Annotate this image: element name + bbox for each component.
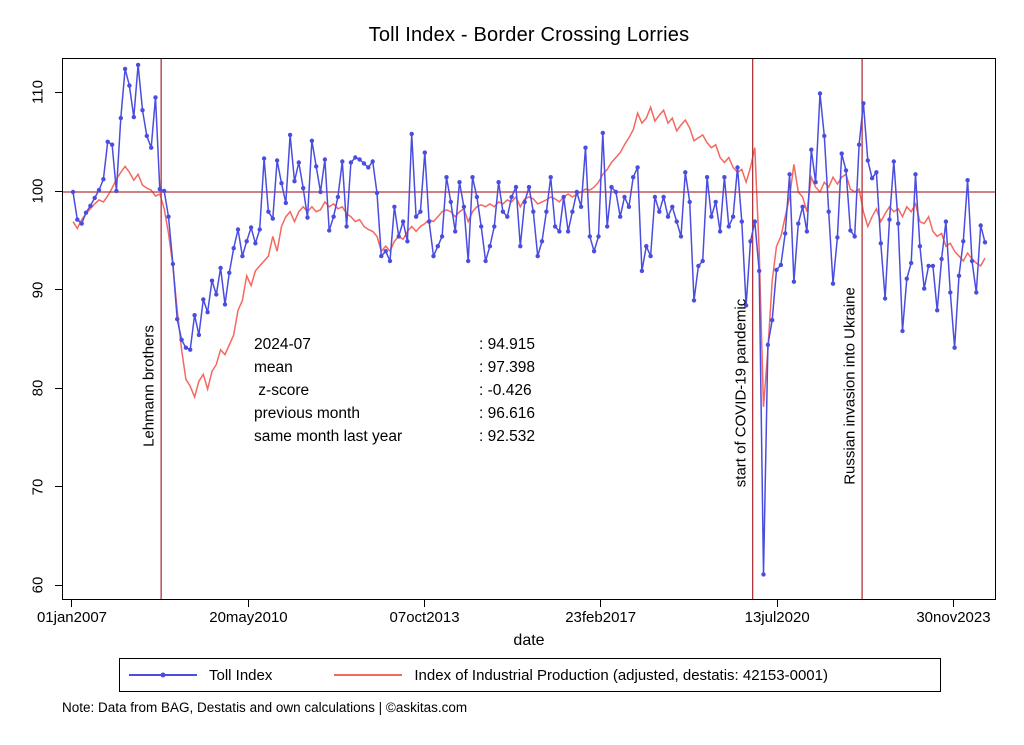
toll-data-point: [71, 190, 75, 194]
toll-data-point: [166, 215, 170, 219]
toll-data-point: [766, 343, 770, 347]
toll-data-point: [245, 239, 249, 243]
toll-data-point: [158, 187, 162, 191]
toll-data-point: [570, 210, 574, 214]
legend-marker-dot: [161, 673, 166, 678]
toll-data-point: [414, 215, 418, 219]
x-tick-label: 23feb2017: [565, 609, 637, 626]
toll-data-point: [366, 165, 370, 169]
legend-entry-toll: [129, 659, 272, 691]
toll-data-point: [288, 133, 292, 137]
toll-data-point: [205, 310, 209, 314]
toll-data-point: [722, 175, 726, 179]
stat-label: z-score: [254, 382, 310, 399]
toll-data-point: [175, 317, 179, 321]
toll-data-point: [479, 224, 483, 228]
toll-data-point: [900, 329, 904, 333]
toll-data-point: [384, 249, 388, 253]
event-label-2: Russian invasion into Ukraine: [841, 287, 859, 485]
stat-value: : 92.532: [479, 428, 536, 445]
toll-data-point: [275, 158, 279, 162]
toll-data-point: [653, 195, 657, 199]
toll-data-point: [622, 195, 626, 199]
toll-data-point: [688, 200, 692, 204]
toll-data-point: [683, 170, 687, 174]
toll-data-point: [475, 195, 479, 199]
toll-data-point: [523, 200, 527, 204]
toll-data-point: [371, 159, 375, 163]
toll-data-point: [210, 279, 214, 283]
event-label-0: Lehmann brothers: [140, 325, 158, 447]
toll-data-point: [188, 348, 192, 352]
stats-annotation: [254, 333, 535, 448]
legend-line-sample: [334, 674, 402, 676]
toll-data-point: [926, 264, 930, 268]
toll-data-point: [935, 308, 939, 312]
toll-data-point: [240, 254, 244, 258]
toll-data-point: [336, 195, 340, 199]
toll-data-point: [679, 234, 683, 238]
toll-data-point: [353, 155, 357, 159]
toll-data-point: [809, 148, 813, 152]
toll-data-point: [883, 296, 887, 300]
toll-data-point: [140, 108, 144, 112]
toll-data-point: [119, 116, 123, 120]
toll-data-point: [965, 178, 969, 182]
toll-data-point: [783, 231, 787, 235]
toll-data-point: [401, 219, 405, 223]
toll-data-point: [466, 259, 470, 263]
toll-data-point: [761, 572, 765, 576]
toll-data-point: [509, 195, 513, 199]
stat-value: : -0.426: [479, 382, 532, 399]
toll-data-point: [705, 175, 709, 179]
y-tickmark: [55, 486, 62, 487]
toll-data-point: [149, 146, 153, 150]
toll-data-point: [609, 185, 613, 189]
toll-data-point: [818, 91, 822, 95]
toll-data-point: [301, 186, 305, 190]
toll-data-point: [397, 234, 401, 238]
stat-row: [254, 356, 535, 379]
toll-data-point: [127, 83, 131, 87]
stat-row: [254, 333, 535, 356]
toll-data-point: [753, 219, 757, 223]
toll-data-point: [922, 286, 926, 290]
y-tickmark: [55, 585, 62, 586]
toll-data-point: [735, 165, 739, 169]
toll-data-point: [540, 239, 544, 243]
toll-data-point: [184, 346, 188, 350]
toll-data-point: [909, 261, 913, 265]
toll-data-point: [605, 224, 609, 228]
toll-data-point: [666, 215, 670, 219]
legend-label: Toll Index: [209, 666, 273, 684]
toll-data-point: [162, 189, 166, 193]
toll-data-point: [292, 179, 296, 183]
x-tick-label: 13jul2020: [744, 609, 810, 626]
toll-data-point: [779, 263, 783, 267]
toll-data-point: [870, 176, 874, 180]
toll-data-point: [952, 346, 956, 350]
toll-data-point: [635, 165, 639, 169]
toll-data-point: [323, 157, 327, 161]
toll-data-point: [701, 259, 705, 263]
toll-data-point: [931, 264, 935, 268]
toll-data-point: [132, 115, 136, 119]
toll-data-point: [792, 280, 796, 284]
toll-data-point: [874, 170, 878, 174]
stat-label: previous month: [254, 405, 360, 422]
toll-data-point: [757, 269, 761, 273]
toll-data-point: [253, 241, 257, 245]
toll-data-point: [592, 249, 596, 253]
legend: [119, 658, 941, 692]
toll-data-point: [262, 156, 266, 160]
toll-data-point: [110, 143, 114, 147]
toll-data-point: [201, 297, 205, 301]
toll-data-point: [88, 204, 92, 208]
toll-data-point: [805, 229, 809, 233]
toll-data-point: [970, 259, 974, 263]
toll-data-point: [939, 257, 943, 261]
toll-data-point: [531, 210, 535, 214]
toll-data-point: [596, 234, 600, 238]
toll-data-point: [114, 189, 118, 193]
toll-data-point: [983, 240, 987, 244]
toll-data-point: [379, 254, 383, 258]
stat-row: [254, 379, 535, 402]
toll-data-point: [740, 219, 744, 223]
x-tick-label: 20may2010: [209, 609, 288, 626]
stat-label: 2024-07: [254, 336, 311, 353]
toll-data-point: [449, 200, 453, 204]
toll-data-point: [145, 134, 149, 138]
toll-data-point: [905, 277, 909, 281]
toll-data-point: [657, 210, 661, 214]
toll-data-point: [492, 224, 496, 228]
y-tickmark: [55, 191, 62, 192]
toll-data-point: [505, 215, 509, 219]
toll-data-point: [670, 205, 674, 209]
toll-data-point: [979, 223, 983, 227]
toll-data-point: [431, 254, 435, 258]
toll-data-point: [496, 180, 500, 184]
x-tickmark: [953, 600, 954, 607]
toll-data-point: [675, 219, 679, 223]
toll-data-point: [266, 210, 270, 214]
y-tick-label: 80: [29, 379, 47, 397]
toll-data-point: [75, 217, 79, 221]
chart-title: Toll Index - Border Crossing Lorries: [368, 24, 690, 46]
toll-data-point: [444, 175, 448, 179]
toll-data-point: [961, 239, 965, 243]
y-tickmark: [55, 388, 62, 389]
toll-data-point: [822, 134, 826, 138]
toll-data-point: [879, 241, 883, 245]
toll-data-point: [232, 246, 236, 250]
toll-data-point: [514, 185, 518, 189]
toll-data-point: [192, 313, 196, 317]
x-tickmark: [71, 600, 72, 607]
x-tick-label: 30nov2023: [916, 609, 991, 626]
toll-data-point: [375, 191, 379, 195]
toll-data-point: [488, 244, 492, 248]
stat-value: : 94.915: [479, 336, 536, 353]
toll-data-point: [440, 234, 444, 238]
toll-data-point: [974, 290, 978, 294]
toll-data-point: [427, 219, 431, 223]
source-note: Note: Data from BAG, Destatis and own calculations | ©askitas.com: [62, 700, 468, 715]
toll-data-point: [84, 211, 88, 215]
y-tick-label: 100: [29, 178, 47, 204]
toll-data-point: [357, 157, 361, 161]
toll-data-point: [462, 205, 466, 209]
toll-data-point: [827, 210, 831, 214]
x-tick-label: 01jan2007: [36, 609, 108, 626]
toll-data-point: [601, 131, 605, 135]
x-tickmark: [424, 600, 425, 607]
toll-data-point: [436, 244, 440, 248]
toll-data-point: [861, 101, 865, 105]
stat-value: : 96.616: [479, 405, 536, 422]
toll-data-point: [518, 244, 522, 248]
y-tickmark: [55, 92, 62, 93]
x-tick-label: 07oct2013: [389, 609, 460, 626]
toll-data-point: [314, 164, 318, 168]
toll-data-point: [896, 221, 900, 225]
toll-data-point: [136, 63, 140, 67]
toll-data-point: [727, 224, 731, 228]
toll-data-point: [310, 139, 314, 143]
toll-data-point: [844, 168, 848, 172]
toll-data-point: [562, 195, 566, 199]
y-tick-label: 60: [29, 576, 47, 594]
toll-data-point: [588, 234, 592, 238]
toll-data-point: [340, 159, 344, 163]
toll-data-point: [692, 298, 696, 302]
toll-data-point: [557, 229, 561, 233]
toll-data-point: [887, 217, 891, 221]
toll-data-point: [97, 188, 101, 192]
y-tickmark: [55, 289, 62, 290]
event-label-1: start of COVID-19 pandemic: [732, 298, 750, 488]
toll-data-point: [770, 318, 774, 322]
toll-data-point: [405, 239, 409, 243]
toll-data-point: [553, 224, 557, 228]
toll-data-point: [644, 244, 648, 248]
toll-data-point: [627, 205, 631, 209]
toll-data-point: [318, 190, 322, 194]
toll-data-point: [731, 215, 735, 219]
toll-data-point: [774, 268, 778, 272]
toll-data-point: [80, 221, 84, 225]
legend-entry-iip: [334, 659, 828, 691]
toll-data-point: [709, 215, 713, 219]
toll-data-point: [106, 140, 110, 144]
toll-data-point: [944, 219, 948, 223]
toll-data-point: [957, 274, 961, 278]
toll-data-point: [249, 225, 253, 229]
toll-data-point: [101, 177, 105, 181]
toll-data-point: [418, 210, 422, 214]
toll-data-point: [179, 338, 183, 342]
y-tick-label: 70: [29, 478, 47, 495]
toll-data-point: [796, 221, 800, 225]
toll-data-point: [223, 302, 227, 306]
toll-data-point: [618, 215, 622, 219]
toll-data-point: [813, 180, 817, 184]
toll-data-point: [840, 151, 844, 155]
toll-data-point: [575, 190, 579, 194]
toll-data-point: [457, 180, 461, 184]
toll-data-point: [214, 292, 218, 296]
toll-data-point: [835, 235, 839, 239]
plot-area: [62, 58, 996, 600]
toll-data-point: [913, 172, 917, 176]
toll-data-point: [470, 175, 474, 179]
toll-data-point: [714, 200, 718, 204]
toll-data-point: [453, 229, 457, 233]
toll-data-point: [123, 67, 127, 71]
toll-data-point: [392, 205, 396, 209]
x-axis-title: date: [513, 632, 545, 649]
toll-data-point: [331, 215, 335, 219]
legend-line-sample: [129, 674, 197, 676]
x-tickmark: [600, 600, 601, 607]
toll-data-point: [696, 264, 700, 268]
stat-label: mean: [254, 359, 293, 376]
toll-data-point: [566, 229, 570, 233]
toll-data-point: [631, 175, 635, 179]
toll-data-point: [948, 290, 952, 294]
toll-data-point: [388, 259, 392, 263]
toll-data-point: [258, 227, 262, 231]
x-tickmark: [777, 600, 778, 607]
toll-data-point: [284, 201, 288, 205]
stat-value: : 97.398: [479, 359, 536, 376]
legend-label: Index of Industrial Production (adjusted, destatis: 42153-0001): [414, 666, 828, 684]
toll-data-point: [327, 228, 331, 232]
y-tick-label: 90: [29, 281, 47, 298]
toll-data-point: [853, 234, 857, 238]
toll-data-point: [661, 195, 665, 199]
toll-data-point: [549, 175, 553, 179]
toll-data-point: [93, 196, 97, 200]
toll-data-point: [153, 95, 157, 99]
toll-data-point: [271, 216, 275, 220]
toll-data-point: [866, 158, 870, 162]
toll-data-point: [236, 227, 240, 231]
toll-data-point: [579, 205, 583, 209]
toll-data-point: [536, 254, 540, 258]
toll-data-point: [831, 282, 835, 286]
toll-data-point: [640, 269, 644, 273]
toll-data-point: [197, 333, 201, 337]
toll-data-point: [583, 146, 587, 150]
toll-data-point: [483, 259, 487, 263]
stat-row: [254, 402, 535, 425]
toll-data-point: [527, 185, 531, 189]
stat-row: [254, 425, 535, 448]
toll-data-point: [501, 210, 505, 214]
toll-data-point: [305, 215, 309, 219]
toll-data-point: [218, 266, 222, 270]
toll-data-point: [349, 160, 353, 164]
toll-data-point: [918, 244, 922, 248]
toll-data-point: [892, 159, 896, 163]
toll-data-point: [279, 181, 283, 185]
toll-data-point: [362, 161, 366, 165]
toll-data-point: [344, 224, 348, 228]
toll-data-point: [297, 160, 301, 164]
toll-data-point: [748, 239, 752, 243]
toll-data-point: [718, 229, 722, 233]
toll-data-point: [800, 205, 804, 209]
toll-data-point: [410, 132, 414, 136]
toll-data-point: [857, 143, 861, 147]
toll-data-point: [227, 271, 231, 275]
x-tickmark: [248, 600, 249, 607]
stat-label: same month last year: [254, 428, 403, 445]
toll-data-point: [848, 228, 852, 232]
toll-data-point: [614, 190, 618, 194]
y-tick-label: 110: [29, 80, 47, 105]
toll-data-point: [648, 254, 652, 258]
toll-data-point: [787, 172, 791, 176]
toll-data-point: [544, 210, 548, 214]
toll-data-point: [423, 150, 427, 154]
toll-data-point: [171, 262, 175, 266]
